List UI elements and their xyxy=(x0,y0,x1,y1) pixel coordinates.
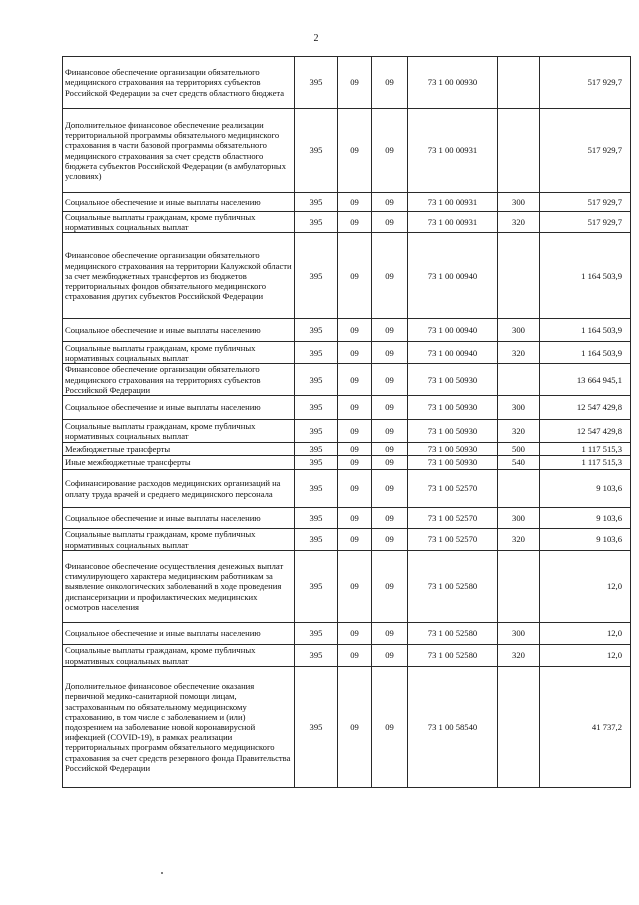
cell-section: 09 xyxy=(338,193,372,212)
table-row xyxy=(63,319,631,342)
cell-target-code: 73 1 00 00930 xyxy=(408,57,498,109)
cell-amount: 517 929,7 xyxy=(540,109,631,193)
cell-section: 09 xyxy=(338,470,372,508)
cell-subsection: 09 xyxy=(372,364,408,396)
cell-amount: 1 117 515,3 xyxy=(540,443,631,456)
cell-target-code: 73 1 00 00931 xyxy=(408,109,498,193)
cell-name: Финансовое обеспечение организации обязательного медицинского страхования на территориях субъектов Российской Федерации за счет средств областного бюджета xyxy=(63,57,295,109)
cell-name: Социальное обеспечение и иные выплаты населению xyxy=(63,396,295,420)
cell-grbs: 395 xyxy=(295,109,338,193)
cell-target-code: 73 1 00 50930 xyxy=(408,396,498,420)
cell-subsection: 09 xyxy=(372,645,408,667)
cell-name: Софинансирование расходов медицинских организаций на оплату труда врачей и среднего медицинского персонала xyxy=(63,470,295,508)
cell-subsection: 09 xyxy=(372,396,408,420)
cell-subsection: 09 xyxy=(372,508,408,529)
cell-target-code: 73 1 00 50930 xyxy=(408,420,498,443)
table-row xyxy=(63,420,631,443)
table-row xyxy=(63,456,631,470)
cell-expense-type xyxy=(498,364,540,396)
cell-name: Социальное обеспечение и иные выплаты населению xyxy=(63,623,295,645)
budget-table xyxy=(62,56,631,788)
cell-target-code: 73 1 00 52580 xyxy=(408,551,498,623)
cell-section: 09 xyxy=(338,57,372,109)
cell-amount: 9 103,6 xyxy=(540,470,631,508)
table-row xyxy=(63,233,631,319)
cell-target-code: 73 1 00 00940 xyxy=(408,342,498,364)
cell-subsection: 09 xyxy=(372,319,408,342)
cell-grbs: 395 xyxy=(295,645,338,667)
cell-subsection: 09 xyxy=(372,529,408,551)
cell-expense-type: 300 xyxy=(498,508,540,529)
table-row xyxy=(63,212,631,233)
cell-name: Социальное обеспечение и иные выплаты населению xyxy=(63,508,295,529)
table-row xyxy=(63,342,631,364)
cell-target-code: 73 1 00 52570 xyxy=(408,470,498,508)
cell-section: 09 xyxy=(338,443,372,456)
cell-section: 09 xyxy=(338,551,372,623)
cell-expense-type: 320 xyxy=(498,645,540,667)
cell-expense-type: 300 xyxy=(498,396,540,420)
cell-expense-type xyxy=(498,470,540,508)
table-body xyxy=(63,57,631,788)
cell-section: 09 xyxy=(338,319,372,342)
cell-expense-type: 300 xyxy=(498,193,540,212)
table-row xyxy=(63,396,631,420)
table-row xyxy=(63,508,631,529)
cell-name: Дополнительное финансовое обеспечение оказания первичной медико-санитарной помощи лицам, застрахованным по обязательному медицинскому страхованию, в том числе с заболеванием и (или) подозрением на заболевание новой коронавирусной инфекцией (COVID-19), в рамках реализации территориальных программ обязательного медицинского страхования за счет средств резервного фонда Правительства Российской Федерации xyxy=(63,667,295,788)
cell-amount: 12,0 xyxy=(540,623,631,645)
cell-expense-type: 320 xyxy=(498,420,540,443)
cell-grbs: 395 xyxy=(295,420,338,443)
cell-amount: 1 164 503,9 xyxy=(540,342,631,364)
cell-section: 09 xyxy=(338,667,372,788)
cell-amount: 517 929,7 xyxy=(540,193,631,212)
cell-target-code: 73 1 00 00940 xyxy=(408,319,498,342)
cell-expense-type: 540 xyxy=(498,456,540,470)
cell-subsection: 09 xyxy=(372,551,408,623)
cell-expense-type xyxy=(498,233,540,319)
cell-expense-type: 320 xyxy=(498,529,540,551)
cell-amount: 517 929,7 xyxy=(540,212,631,233)
cell-subsection: 09 xyxy=(372,456,408,470)
cell-section: 09 xyxy=(338,456,372,470)
table-row xyxy=(63,667,631,788)
cell-target-code: 73 1 00 58540 xyxy=(408,667,498,788)
cell-section: 09 xyxy=(338,109,372,193)
cell-name: Иные межбюджетные трансферты xyxy=(63,456,295,470)
cell-subsection: 09 xyxy=(372,233,408,319)
cell-grbs: 395 xyxy=(295,396,338,420)
table-row xyxy=(63,551,631,623)
cell-subsection: 09 xyxy=(372,57,408,109)
cell-name: Социальные выплаты гражданам, кроме публичных нормативных социальных выплат xyxy=(63,529,295,551)
cell-target-code: 73 1 00 52570 xyxy=(408,508,498,529)
cell-subsection: 09 xyxy=(372,623,408,645)
scan-speck xyxy=(161,872,163,874)
table-row xyxy=(63,364,631,396)
cell-subsection: 09 xyxy=(372,212,408,233)
cell-grbs: 395 xyxy=(295,212,338,233)
cell-target-code: 73 1 00 50930 xyxy=(408,364,498,396)
cell-name: Социальные выплаты гражданам, кроме публичных нормативных социальных выплат xyxy=(63,212,295,233)
cell-section: 09 xyxy=(338,364,372,396)
cell-grbs: 395 xyxy=(295,667,338,788)
cell-expense-type: 320 xyxy=(498,212,540,233)
cell-expense-type xyxy=(498,667,540,788)
cell-expense-type xyxy=(498,551,540,623)
table-row xyxy=(63,529,631,551)
cell-target-code: 73 1 00 52580 xyxy=(408,645,498,667)
cell-grbs: 395 xyxy=(295,551,338,623)
cell-grbs: 395 xyxy=(295,456,338,470)
cell-target-code: 73 1 00 00931 xyxy=(408,212,498,233)
cell-amount: 12 547 429,8 xyxy=(540,396,631,420)
cell-amount: 13 664 945,1 xyxy=(540,364,631,396)
cell-grbs: 395 xyxy=(295,193,338,212)
table-row xyxy=(63,109,631,193)
cell-section: 09 xyxy=(338,623,372,645)
cell-subsection: 09 xyxy=(372,109,408,193)
cell-grbs: 395 xyxy=(295,470,338,508)
cell-name: Дополнительное финансовое обеспечение реализации территориальной программы обязательного медицинского страхования в части базовой программы обязательного медицинского страхования за счет средств областного бюджета субъектов Российской Федерации (в амбулаторных условиях) xyxy=(63,109,295,193)
cell-section: 09 xyxy=(338,212,372,233)
cell-grbs: 395 xyxy=(295,364,338,396)
cell-section: 09 xyxy=(338,529,372,551)
cell-name: Финансовое обеспечение осуществления денежных выплат стимулирующего характера медицинским работникам за выявление онкологических заболеваний в ходе проведения диспансеризации и профилактических медицинских осмотров населения xyxy=(63,551,295,623)
cell-expense-type: 300 xyxy=(498,319,540,342)
cell-name: Социальные выплаты гражданам, кроме публичных нормативных социальных выплат xyxy=(63,342,295,364)
table-row xyxy=(63,57,631,109)
cell-name: Социальные выплаты гражданам, кроме публичных нормативных социальных выплат xyxy=(63,645,295,667)
cell-grbs: 395 xyxy=(295,342,338,364)
cell-amount: 1 117 515,3 xyxy=(540,456,631,470)
cell-amount: 9 103,6 xyxy=(540,508,631,529)
cell-expense-type xyxy=(498,109,540,193)
cell-grbs: 395 xyxy=(295,443,338,456)
table-row xyxy=(63,645,631,667)
cell-expense-type: 320 xyxy=(498,342,540,364)
cell-target-code: 73 1 00 52580 xyxy=(408,623,498,645)
cell-grbs: 395 xyxy=(295,57,338,109)
cell-subsection: 09 xyxy=(372,443,408,456)
cell-section: 09 xyxy=(338,233,372,319)
table-row xyxy=(63,193,631,212)
cell-target-code: 73 1 00 00940 xyxy=(408,233,498,319)
cell-target-code: 73 1 00 52570 xyxy=(408,529,498,551)
cell-amount: 1 164 503,9 xyxy=(540,319,631,342)
cell-section: 09 xyxy=(338,420,372,443)
cell-name: Межбюджетные трансферты xyxy=(63,443,295,456)
cell-amount: 12,0 xyxy=(540,645,631,667)
cell-amount: 1 164 503,9 xyxy=(540,233,631,319)
cell-target-code: 73 1 00 00931 xyxy=(408,193,498,212)
cell-amount: 12,0 xyxy=(540,551,631,623)
cell-section: 09 xyxy=(338,508,372,529)
cell-expense-type xyxy=(498,57,540,109)
cell-section: 09 xyxy=(338,645,372,667)
cell-amount: 9 103,6 xyxy=(540,529,631,551)
table-row xyxy=(63,443,631,456)
cell-target-code: 73 1 00 50930 xyxy=(408,456,498,470)
cell-target-code: 73 1 00 50930 xyxy=(408,443,498,456)
cell-grbs: 395 xyxy=(295,233,338,319)
cell-subsection: 09 xyxy=(372,420,408,443)
cell-amount: 12 547 429,8 xyxy=(540,420,631,443)
cell-expense-type: 300 xyxy=(498,623,540,645)
cell-expense-type: 500 xyxy=(498,443,540,456)
cell-name: Финансовое обеспечение организации обязательного медицинского страхования на территориях субъектов Российской Федерации xyxy=(63,364,295,396)
cell-grbs: 395 xyxy=(295,623,338,645)
cell-name: Финансовое обеспечение организации обязательного медицинского страхования на территории Калужской области за счет межбюджетных трансфертов из бюджетов территориальных фондов обязательного медицинского страхования других субъектов Российской Федерации xyxy=(63,233,295,319)
cell-grbs: 395 xyxy=(295,529,338,551)
cell-subsection: 09 xyxy=(372,470,408,508)
cell-name: Социальное обеспечение и иные выплаты населению xyxy=(63,319,295,342)
cell-section: 09 xyxy=(338,342,372,364)
cell-subsection: 09 xyxy=(372,342,408,364)
cell-grbs: 395 xyxy=(295,319,338,342)
table-row xyxy=(63,470,631,508)
cell-amount: 517 929,7 xyxy=(540,57,631,109)
cell-section: 09 xyxy=(338,396,372,420)
page-number: 2 xyxy=(313,33,319,44)
cell-amount: 41 737,2 xyxy=(540,667,631,788)
cell-name: Социальное обеспечение и иные выплаты населению xyxy=(63,193,295,212)
cell-name: Социальные выплаты гражданам, кроме публичных нормативных социальных выплат xyxy=(63,420,295,443)
cell-grbs: 395 xyxy=(295,508,338,529)
cell-subsection: 09 xyxy=(372,193,408,212)
cell-subsection: 09 xyxy=(372,667,408,788)
table-row xyxy=(63,623,631,645)
